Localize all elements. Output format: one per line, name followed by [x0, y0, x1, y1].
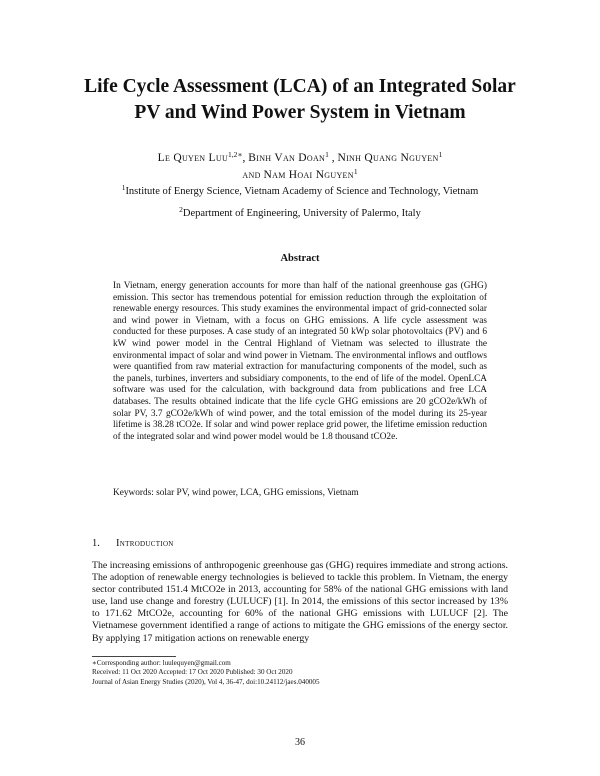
affiliation-mark: 2 — [179, 205, 183, 214]
abstract-body: In Vietnam, energy generation accounts for more than half of the national greenhouse gas (GHG) emission. This sector has tremendous potential for emission reduction through the exploitation of renewable energy resources. This study examines the environmental impact of grid-connected solar and wind power in Vietnam, with a focus on GHG emissions. A life cycle assessment was conducted for these purposes. A case study of an integrated 50 kWp solar photovoltaics (PV) and 6 kW wind power model in the Central Highland of Vietnam was selected to illustrate the environmental impact of solar and wind power in Vietnam. The environmental inflows and outflows were quantified from raw material extraction for manufacturing components of the model, such as the panels, turbines, inverters and subsidiary components, to the end of life of the model. OpenLCA software was used for the calculation, with background data from publications and free LCA databases. The results obtained indicate that the life cycle GHG emissions are 20 gCO2e/kWh of solar PV, 3.7 gCO2e/kWh of wind power, and the total emission of the model during its 25-year lifetime is 38.28 tCO2e. If solar and wind power replace grid power, the lifetime emission reduction of the integrated solar and wind power model would be 1.8 thousand tCO2e. — [113, 281, 487, 442]
title-line-1: Life Cycle Assessment (LCA) of an Integrated Solar — [84, 76, 516, 97]
author-line-1 — [40, 150, 560, 167]
author-separator: , — [328, 152, 338, 164]
author-affil-mark: 1 — [353, 167, 358, 176]
section-heading — [92, 538, 174, 549]
author-name: Nam Hoai Nguyen — [263, 169, 354, 181]
affiliation-mark: 1 — [121, 183, 126, 192]
footnote-divider — [92, 656, 176, 657]
publication-dates: Received: 11 Oct 2020 Accepted: 17 Oct 2020 Published: 30 Oct 2020 — [92, 668, 293, 677]
author-line-2 — [40, 167, 560, 184]
paper-title — [40, 74, 560, 126]
author-affil-mark: 1 — [438, 150, 443, 159]
author-name: Ninh Quang Nguyen — [337, 152, 439, 164]
footnote — [92, 659, 508, 687]
abstract-heading: Abstract — [280, 253, 320, 264]
keywords-list: solar PV, wind power, LCA, GHG emissions, Vietnam — [156, 488, 359, 498]
affiliation-2 — [40, 207, 560, 221]
title-line-2: PV and Wind Power System in Vietnam — [134, 102, 466, 123]
author-name: Binh Van Doan — [248, 152, 326, 164]
introduction-paragraph: The increasing emissions of anthropogenic greenhouse gas (GHG) requires immediate and strong actions. The adoption of renewable energy technologies is believed to tackle this problem. In Vietnam, the energy sector contributed 151.4 MtCO2e in 2013, accounting for 58% of the national GHG emissions with land use, land use change and forestry (LULUCF) [1]. In 2014, the emissions of this sector increased by 13% to 171.62 MtCO2e, accounting for 60% of the national GHG emissions with LULUCF [2]. The Vietnamese government identified a range of actions to mitigate the GHG emissions of the energy sector. By applying 17 mitigation actions on renewable energy — [92, 560, 508, 644]
affiliation-text: Department of Engineering, University of Palermo, Italy — [182, 208, 421, 219]
corresponding-author: ∗Corresponding author: luulequyen@gmail.com — [92, 659, 231, 667]
affiliation-1 — [40, 185, 560, 199]
author-separator: , — [242, 152, 249, 164]
affiliation-text: Institute of Energy Science, Vietnam Academy of Science and Technology, Vietnam — [125, 186, 479, 197]
journal-citation: Journal of Asian Energy Studies (2020), Vol 4, 36-47, doi:10.24112/jaes.040005 — [92, 677, 320, 686]
section-title: Introduction — [116, 538, 174, 549]
author-list — [40, 150, 560, 184]
section-number: 1. — [92, 538, 100, 549]
author-conjunction: and — [242, 169, 261, 181]
keywords-label: Keywords: — [113, 488, 154, 498]
page-number: 36 — [295, 737, 305, 748]
author-affil-mark: 1,2∗ — [228, 150, 243, 159]
author-affil-mark: 1 — [325, 150, 329, 159]
author-name: Le Quyen Luu — [157, 152, 229, 164]
keywords — [113, 487, 487, 499]
